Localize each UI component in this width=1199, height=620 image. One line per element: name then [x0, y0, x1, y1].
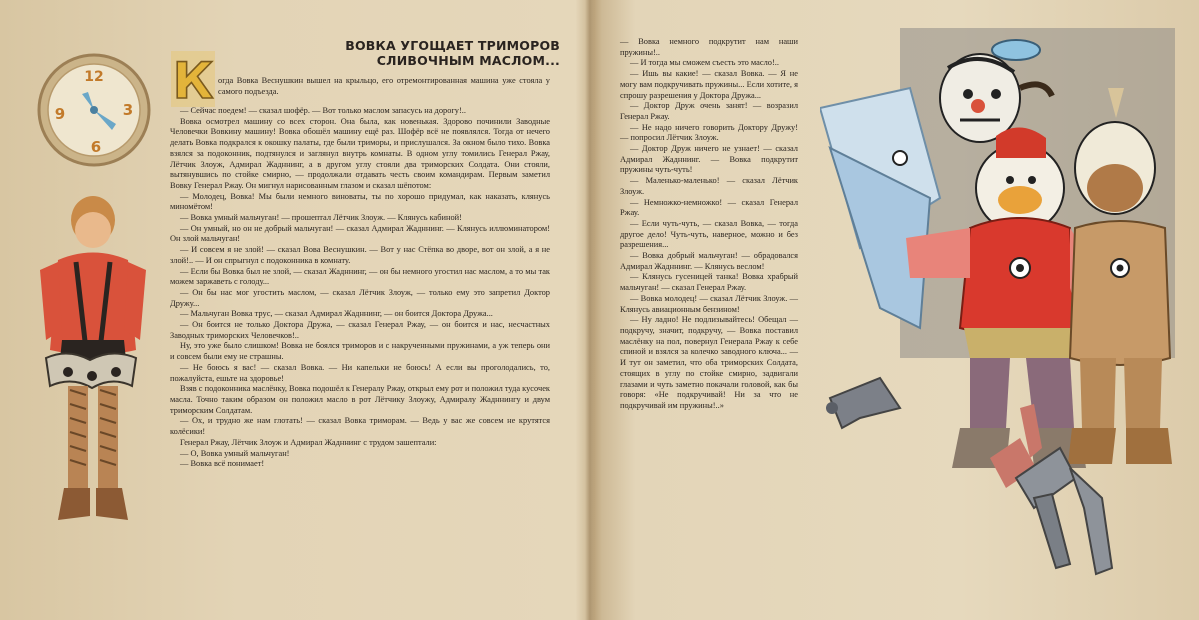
paragraph: — И совсем я не злой! — сказал Вова Веснушкин. — Вот у нас Стёпка во дворе, вот он злой, а я не злой!.. — И он спрыгнул с подоконника в комнату. — [170, 245, 550, 265]
drop-cap-letter: К — [172, 52, 214, 107]
paragraph: Взяв с подоконника маслёнку, Вовка подошёл к Генералу Ржау, открыл ему рот и положил туда кусочек масла. Точно таким образом он положил масло в рот Лётчику Злоужу, Адмиралу Жадннингу и двум триморским Солдатам. — [170, 384, 550, 415]
paragraph: — Вовка умный мальчуган! — прошептал Лётчик Злоуж. — Клянусь кабиной! — [180, 213, 462, 223]
paragraph: — Маленько-маленько! — сказал Лётчик Злоуж. — [620, 176, 798, 196]
paragraph: — Ишь вы какие! — сказал Вовка. — Я не могу вам подкручивать пружины... Если хотите, я спрошу разрешения у Доктора Дружа... — [620, 69, 798, 100]
paragraph: — Сейчас поедем! — сказал шофёр. — Вот только маслом запасусь на дорогу!.. — [180, 106, 466, 115]
paragraph: — Вовка молодец! — сказал Лётчик Злоуж. — Клянусь авиационным бензином! — [620, 293, 798, 314]
paragraph: Вовка осмотрел машину со всех сторон. Она была, как новенькая. Здорово починили Заводные Человечки Вовкину машину! Вовка обошёл машину ещё раз. Шофёр всё не появлялся. Тогда от нечего делать Вовка подкрался к окошку палаты, где были триморы, и прислушался. За окном было тихо. Вовка взялся за подоконник, подтянулся и заглянул внутрь комнаты. В одном углу томились Генерал Ржау, Лётчик Злоуж, Адмирал Жадннинг, а в другом углу стояли два триморских Солдата. Они стояли, вытянувшись по стойке смирно, — продолжали отдавать честь своим командирам. Первым заметил Вовку Генерал Ржау. Он мигнул нарисованным глазом и сказал шёпотом: — [170, 116, 550, 190]
chapter-title-line1: ВОВКА УГОЩАЕТ ТРИМОРОВ — [345, 38, 560, 53]
paragraph: — Доктор Друж очень занят! — возразил Генерал Ржау. — [620, 101, 798, 121]
clock-number-12: 12 — [84, 69, 104, 85]
drop-cap — [171, 51, 215, 107]
paragraph: — И тогда мы сможем съесть это масло!.. — [630, 58, 779, 68]
paragraph: — Мальчуган Вовка трус, — сказал Адмирал Жадннинг, — он боится Доктора Дружа... — [180, 309, 493, 319]
clock-number-9: 9 — [54, 105, 66, 123]
paragraph: — Ох, и трудно же нам глотать! — сказал Вовка триморам. — Ведь у вас же совсем не крутятся колёсики! — [170, 416, 550, 437]
paragraph: — Если бы Вовка был не злой, — сказал Жадннинг, — он бы немного угостил нас маслом, а то мы так можем заржаветь с голоду... — [170, 266, 550, 287]
left-page-text — [170, 106, 550, 470]
clock-number-3: 3 — [122, 101, 134, 119]
paragraph: — Доктор Друж ничего не узнает! — сказал Адмирал Жадннинг. — Вовка подкрутит пружины чуть-чуть! — [620, 144, 798, 175]
paragraph: — О, Вовка умный мальчуган! — [180, 448, 290, 458]
chapter-title — [330, 38, 560, 68]
right-page-text — [620, 37, 798, 412]
paragraph: — Он боится не только Доктора Дружа, — сказал Генерал Ржау, — он боится и нас, несчастных Заводных триморских Человечков!.. — [170, 320, 550, 340]
paragraph: — Не боюсь я вас! — сказал Вовка. — Ни капельки не боюсь! А если вы проголодались, то, пожалуйста, ешьте на здоровье! — [170, 362, 550, 383]
paragraph: — Если чуть-чуть, — сказал Вовка, — тогда другое дело! Чуть-чуть, наверное, можно и без разрешения... — [620, 218, 798, 250]
paragraph: Ну, это уже было слишком! Вовка не боялся триморов и с накрученными пружинами, а уж теперь они и совсем были ему не страшны. — [170, 341, 550, 362]
chapter-title-line2: СЛИВОЧНЫМ МАСЛОМ... — [376, 53, 560, 68]
clock-illustration — [36, 52, 152, 168]
trimor-robots-illustration — [820, 28, 1180, 588]
paragraph: — Вовка всё понимает! — [180, 459, 265, 469]
paragraph: — Клянусь гусеницей танка! Вовка храбрый мальчуган! — сказал Генерал Ржау. — [620, 272, 798, 293]
paragraph: Генерал Ржау, Лётчик Злоуж и Адмирал Жадннинг с трудом зашептали: — [180, 437, 437, 447]
paragraph: — Ну ладно! Не подлизывайтесь! Обещал — подкручу, значит, подкручу, — Вовка поставил маслёнку на пол, повернул Генерала Ржау к себе спиной и взялся за колечко заводного ключа... — И тут он заметил, что оба триморских Солдата, стоящих в углу по стойке смирно, задвигали глазами и чуть заметно покачали головой, как бы говоря: «Не подкручивай! Ни за что не подкручивай им пружины!..» — [620, 315, 798, 410]
paragraph: — Молодец, Вовка! Мы были немного виноваты, ты по хорошо придумал, как наказать, клянусь миномётом! — [170, 191, 550, 212]
opening-line: огда Вовка Веснушкин вышел на крыльцо, его отремонтированная машина уже стояла у самого подъезда. — [218, 76, 550, 96]
clock-number-6: 6 — [90, 138, 102, 156]
paragraph: — Он умный, но он не добрый мальчуган! — сказал Адмирал Жадннинг. — Клянусь иллюминатором! Он злой мальчуган! — [170, 223, 550, 244]
paragraph: — Немножко-немножко! — сказал Генерал Ржау. — [620, 197, 798, 218]
boy-illustration — [28, 190, 158, 530]
paragraph: — Вовка добрый мальчуган! — обрадовался Адмирал Жадннинг. — Клянусь веслом! — [620, 251, 798, 271]
paragraph: — Вовка немного подкрутит нам наши пружины!.. — [620, 37, 798, 57]
paragraph: — Он бы нас мог угостить маслом, — сказал Лётчик Злоуж, — только ему это запретил Доктор Дружу... — [170, 287, 550, 308]
book-spine — [585, 0, 595, 620]
paragraph: — Не надо ничего говорить Доктору Дружу! — попросил Лётчик Злоуж. — [620, 122, 798, 143]
